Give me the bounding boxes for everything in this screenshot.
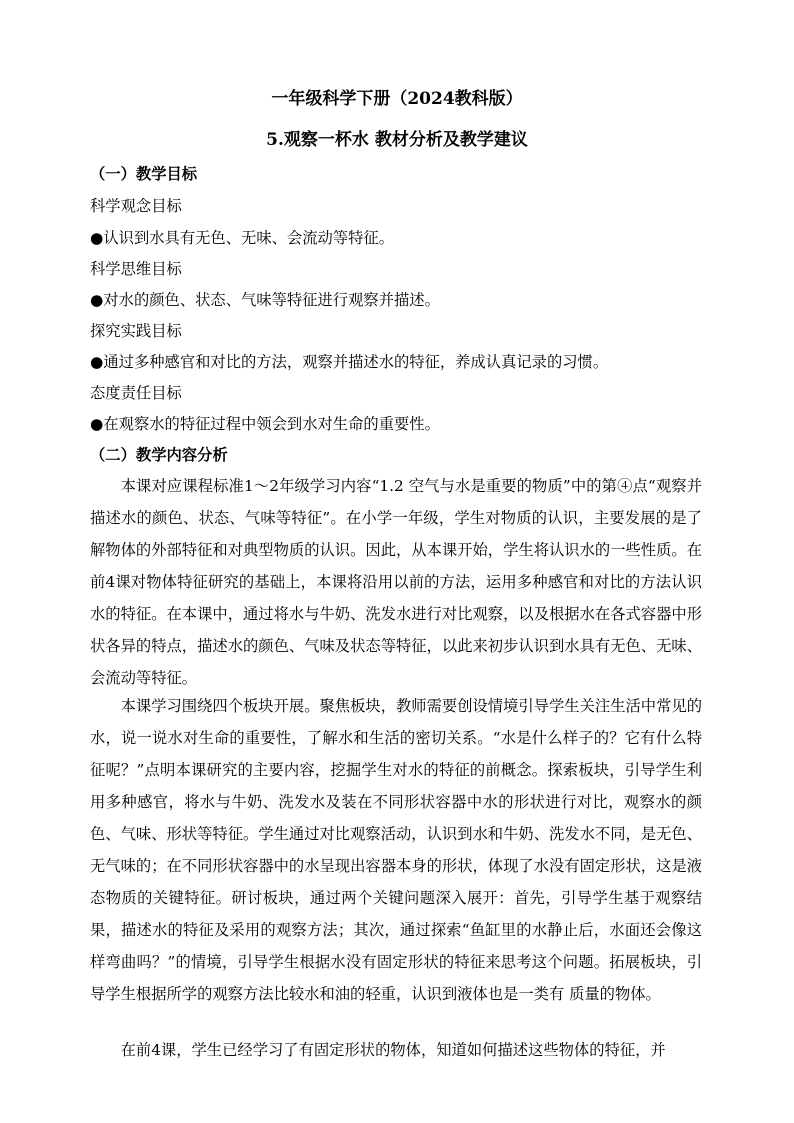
body-paragraph: 本课对应课程标准1～2年级学习内容“1.2 空气与水是重要的物质”中的第④点“观察并描述水的颜色、状态、气味等特征”。在小学一年级，学生对物质的认识，主要发展的是了解物体的外部特征和对典型物质的认识。因此，从本课开始，学生将认识水的一些性质。在前4课对物体特征研究的基础上，本课将沿用以前的方法，运用多种感官和对比的方法认识水的特征。在本课中，通过将水与牛奶、洗发水进行对比观察，以及根据水在各式容器中形状各异的特点，描述水的颜色、气味及状态等特征，以此来初步认识到水具有无色、无味、会流动等特征。 [90, 477, 702, 687]
body-paragraph: 在前4课，学生已经学习了有固定形状的物体，知道如何描述这些物体的特征，并 [120, 1041, 666, 1059]
objective-label: 科学思维目标 [90, 260, 182, 278]
objective-label: 探究实践目标 [90, 322, 182, 340]
body-paragraph: 本课学习围绕四个板块开展。聚焦板块，教师需要创设情境引导学生关注生活中常见的水，说一说水对生命的重要性，了解水和生活的密切关系。“水是什么样子的？它有什么特征呢？”点明本课研究的主要内容，挖掘学生对水的特征的前概念。探索板块，引导学生利用多种感官，将水与牛奶、洗发水及装在不同形状容器中水的形状进行对比，观察水的颜色、气味、形状等特征。学生通过对比观察活动，认识到水和牛奶、洗发水不同，是无色、无气味的；在不同形状容器中的水呈现出容器本身的形状，体现了水没有固定形状，这是液态物质的关键特征。研讨板块，通过两个关键问题深入展开：首先，引导学生基于观察结果，描述水的特征及采用的观察方法；其次，通过探索“鱼缸里的水静止后，水面还会像这样弯曲吗？”的情境，引导学生根据水没有固定形状的特征来思考这个问题。拓展板块，引导学生根据所学的观察方法比较水和油的轻重，认识到液体也是一类有 质量的物体。 [90, 697, 702, 1003]
objective-bullet: ●认识到水具有无色、无味、会流动等特征。 [90, 229, 394, 247]
objective-bullet: ●在观察水的特征过程中领会到水对生命的重要性。 [90, 415, 440, 433]
section-heading-content-analysis: （二）教学内容分析 [90, 446, 228, 464]
objective-bullet: ●通过多种感官和对比的方法，观察并描述水的特征，养成认真记录的习惯。 [90, 353, 609, 371]
objective-bullet: ●对水的颜色、状态、气味等特征进行观察并描述。 [90, 291, 440, 309]
objective-label: 态度责任目标 [90, 384, 182, 402]
document-subtitle: 5.观察一杯水 教材分析及教学建议 [266, 130, 528, 150]
section-heading-objectives: （一）教学目标 [90, 165, 198, 183]
objective-label: 科学观念目标 [90, 197, 182, 215]
document-title: 一年级科学下册（2024教科版） [271, 89, 523, 109]
